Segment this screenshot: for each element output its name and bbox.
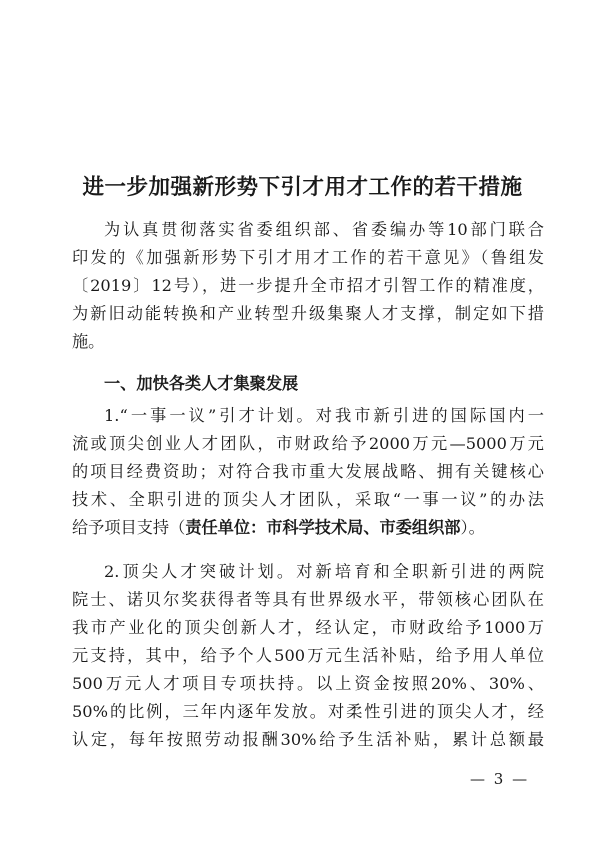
item2-line-5: 500万元人才项目专项扶持。以上资金按照20%、30%、 (72, 674, 544, 693)
item1-line-5 (72, 516, 544, 540)
item2-line-2: 院士、诺贝尔奖获得者等具有世界级水平，带领核心团队在 (72, 590, 544, 609)
section-heading: 一、加快各类人才集聚发展 (104, 374, 299, 393)
document-title: 进一步加强新形势下引才用才工作的若干措施 (82, 175, 523, 200)
item1-last-suffix: ）。 (460, 518, 485, 537)
intro-line-3: 〔2019〕12号），进一步提升全市招才引智工作的精准度， (72, 276, 544, 295)
intro-line-4: 为新旧动能转换和产业转型升级集聚人才支撑，制定如下措 (72, 304, 544, 323)
item2-line-3: 我市产业化的顶尖创新人才，经认定，市财政给予1000万 (72, 618, 544, 637)
item2-line-7: 认定，每年按照劳动报酬30%给予生活补贴，累计总额最 (72, 730, 544, 749)
responsible-units: 责任单位：市科学技术局、市委组织部 (185, 518, 461, 537)
intro-line-1: 为认真贯彻落实省委组织部、省委编办等10部门联合 (104, 220, 544, 239)
intro-line-2: 印发的《加强新形势下引才用才工作的若干意见》（鲁组发 (72, 248, 544, 267)
item1-line-1: 1.“一事一议”引才计划。对我市新引进的国际国内一 (104, 406, 544, 425)
item2-line-1: 2.顶尖人才突破计划。对新培育和全职新引进的两院 (104, 562, 544, 581)
item1-line-3: 的项目经费资助；对符合我市重大发展战略、拥有关键核心 (72, 462, 544, 481)
item1-line-2: 流或顶尖创业人才团队，市财政给予2000万元—5000万元 (72, 434, 544, 453)
item1-line-4: 技术、全职引进的顶尖人才团队，采取“一事一议”的办法 (72, 490, 544, 509)
item1-last-prefix: 给予项目支持（ (72, 518, 186, 537)
item2-line-4: 元支持，其中，给予个人500万元生活补贴，给予用人单位 (72, 646, 544, 665)
page-number: — 3 — (470, 770, 530, 788)
item2-line-6: 50%的比例，三年内逐年发放。对柔性引进的顶尖人才，经 (72, 702, 544, 721)
intro-line-5: 施。 (72, 332, 105, 351)
